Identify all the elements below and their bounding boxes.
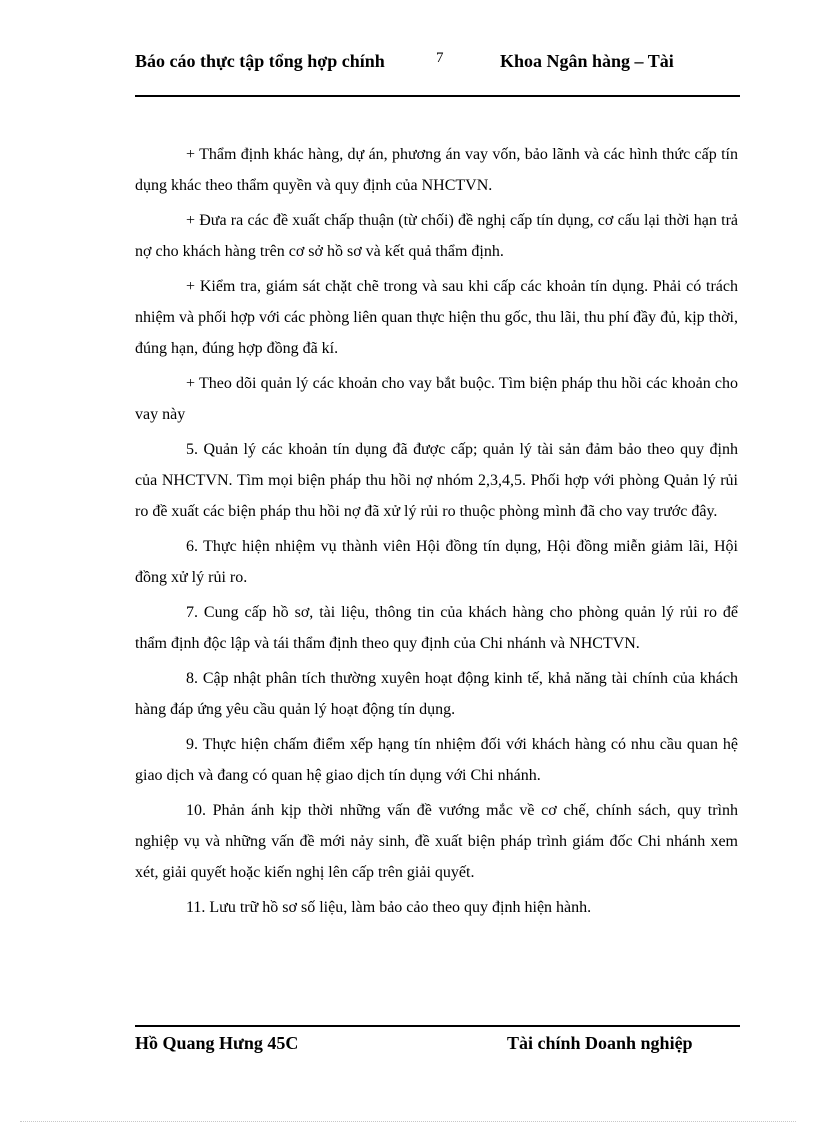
paragraph-item-7: 7. Cung cấp hồ sơ, tài liệu, thông tin của khách hàng cho phòng quản lý rủi ro để thẩm định độc lập và tái thẩm định theo quy định của Chi nhánh và NHCTVN. [135,604,738,652]
paragraph-item-10: 10. Phản ánh kịp thời những vấn đề vướng mắc về cơ chế, chính sách, quy trình nghiệp vụ và những vấn đề mới nảy sinh, đề xuất biện pháp trình giám đốc Chi nhánh xem xét, giải quyết hoặc kiến nghị lên cấp trên giải quyết. [135,802,738,881]
page-edge-divider [20,1121,796,1122]
footer-author: Hồ Quang Hưng 45C [135,1033,299,1053]
paragraph-proposals: + Đưa ra các đề xuất chấp thuận (từ chối) đề nghị cấp tín dụng, cơ cấu lại thời hạn trả nợ cho khách hàng trên cơ sở hồ sơ và kết quả thẩm định. [135,212,738,260]
header-faculty: Khoa Ngân hàng – Tài [500,51,674,71]
paragraph-supervision: + Kiểm tra, giám sát chặt chẽ trong và sau khi cấp các khoản tín dụng. Phải có trách nhiệm và phối hợp với các phòng liên quan thực hiện thu gốc, thu lãi, thu phí đầy đủ, kịp thời, đúng hạn, đúng hợp đồng đã kí. [135,278,738,357]
paragraph-item-9: 9. Thực hiện chấm điểm xếp hạng tín nhiệm đối với khách hàng có nhu cầu quan hệ giao dịch và đang có quan hệ giao dịch tín dụng với Chi nhánh. [135,736,738,784]
header-report-title: Báo cáo thực tập tổng hợp chính [135,51,385,71]
footer-department: Tài chính Doanh nghiệp [507,1033,693,1053]
paragraph-appraisal: + Thẩm định khác hàng, dự án, phương án vay vốn, bảo lãnh và các hình thức cấp tín dụng khác theo thẩm quyền và quy định của NHCTVN. [135,146,738,194]
page-number: 7 [436,50,444,66]
document-body [135,139,738,927]
paragraph-item-8: 8. Cập nhật phân tích thường xuyên hoạt động kinh tế, khả năng tài chính của khách hàng đáp ứng yêu cầu quản lý hoạt động tín dụng. [135,670,738,718]
paragraph-item-11: 11. Lưu trữ hồ sơ số liệu, làm bảo cảo theo quy định hiện hành. [186,899,592,916]
header-rule [135,95,740,97]
paragraph-mandatory-loans: + Theo dõi quản lý các khoản cho vay bắt buộc. Tìm biện pháp thu hồi các khoản cho vay này [135,375,738,423]
paragraph-item-5: 5. Quản lý các khoản tín dụng đã được cấp; quản lý tài sản đảm bảo theo quy định của NHCTVN. Tìm mọi biện pháp thu hồi nợ nhóm 2,3,4,5. Phối hợp với phòng Quản lý rủi ro đề xuất các biện pháp thu hồi nợ đã xử lý rủi ro thuộc phòng mình đã cho vay trước đây. [135,441,738,520]
paragraph-item-6: 6. Thực hiện nhiệm vụ thành viên Hội đồng tín dụng, Hội đồng miễn giảm lãi, Hội đồng xử lý rủi ro. [135,538,738,586]
footer-rule [135,1025,740,1027]
